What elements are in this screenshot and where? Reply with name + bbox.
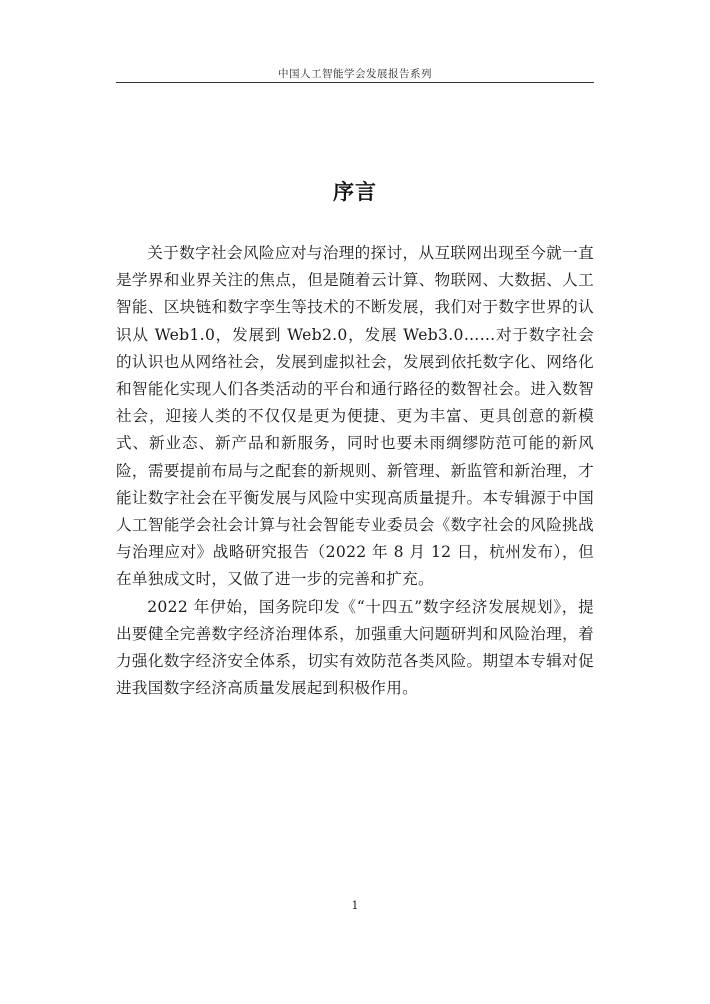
paragraph-1: 关于数字社会风险应对与治理的探讨，从互联网出现至今就一直是学界和业界关注的焦点，但是随着云计算、物联网、大数据、人工智能、区块链和数字孪生等技术的不断发展，我们对于数字世界的认识从 Web1.0，发展到 Web2.0，发展 Web3.0……对于数字社会的认识也从网络社会，发展到虚拟社会，发展到依托数字化、网络化和智能化实现人们各类活动的平台和通行路径的数智社会。进入数智社会，迎接人类的不仅仅是更为便捷、更为丰富、更具创意的新模式、新业态、新产品和新服务，同时也要未雨绸缪防范可能的新风险，需要提前布局与之配套的新规则、新管理、新监管和新治理，才能让数字社会在平衡发展与风险中实现高质量提升。本专辑源于中国人工智能学会社会计算与社会智能专业委员会《数字社会的风险挑战与治理应对》战略研究报告（2022 年 8 月 12 日，杭州发布），但在单独成文时，又做了进一步的完善和扩充。 xyxy=(116,244,594,589)
header-rule xyxy=(116,82,594,83)
paragraph-2: 2022 年伊始，国务院印发《“十四五”数字经济发展规划》，提出要健全完善数字经济治理体系，加强重大问题研判和风险治理，着力强化数字经济安全体系，切实有效防范各类风险。期望本专辑对促进我国数字经济高质量发展起到积极作用。 xyxy=(116,597,594,698)
page-title: 序言 xyxy=(333,180,377,204)
body-text xyxy=(116,240,594,702)
page-number: 1 xyxy=(351,899,359,912)
running-header: 中国人工智能学会发展报告系列 xyxy=(278,68,432,80)
